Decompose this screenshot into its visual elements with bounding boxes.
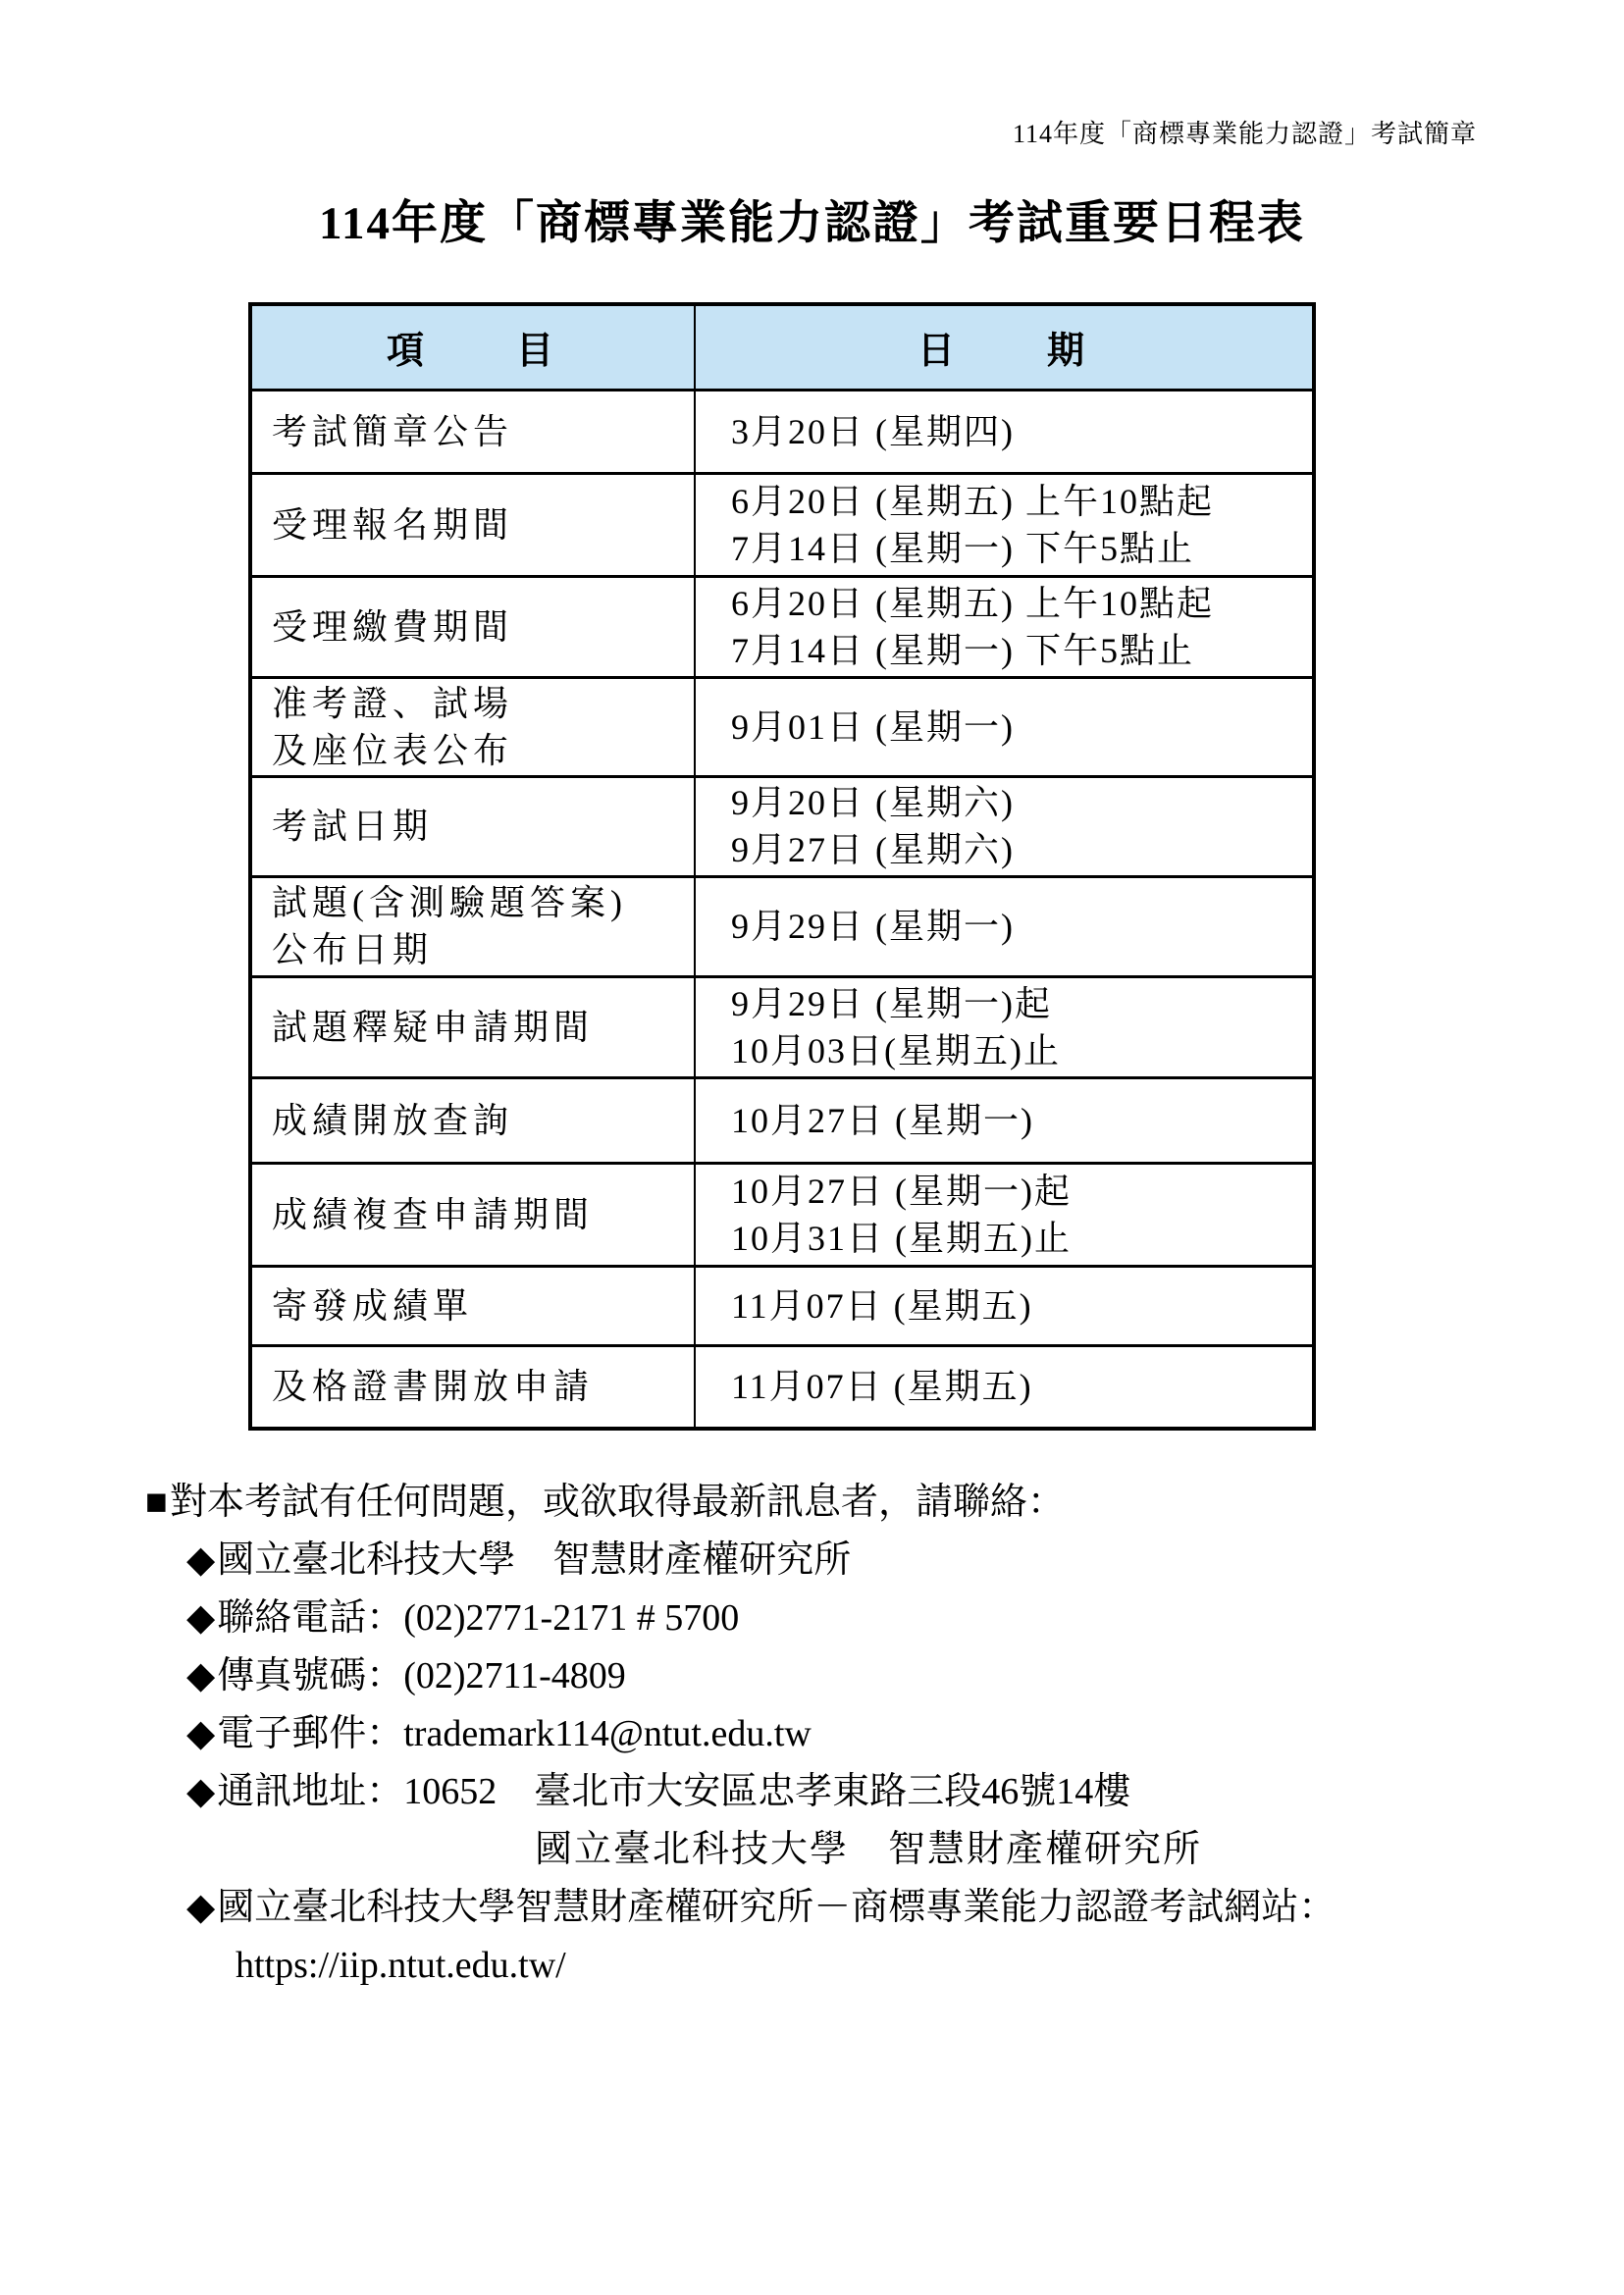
contact-website-url: [145, 1937, 1568, 1995]
running-header: 114年度「商標專業能力認證」考試簡章: [1012, 120, 1477, 148]
date-cell: [695, 1266, 1314, 1345]
contact-website-label: [145, 1879, 1568, 1937]
contact-email: [145, 1705, 1568, 1763]
date-line: 7月14日 (星期一) 下午5點止: [731, 528, 1194, 568]
date-line: 6月20日 (星期五) 上午10點起: [731, 583, 1214, 623]
table-row: [250, 1163, 1314, 1266]
contact-text: 國立臺北科技大學 智慧財產權研究所: [535, 1829, 1203, 1870]
square-bullet-icon: ■: [145, 1482, 168, 1523]
table-row: [250, 677, 1314, 776]
page-title: 114年度「商標專業能力認證」考試重要日程表: [319, 198, 1305, 249]
date-line: 11月07日 (星期五): [731, 1367, 1033, 1407]
date-line: 9月20日 (星期六): [731, 783, 1015, 822]
table-row: [250, 1266, 1314, 1345]
table-row: [250, 876, 1314, 976]
date-line: 9月29日 (星期一)起: [731, 983, 1052, 1023]
contact-text: 電子郵件：trademark114@ntut.edu.tw: [217, 1713, 812, 1754]
item-cell: [250, 473, 695, 576]
item-line: 公布日期: [272, 930, 434, 969]
date-cell: [695, 776, 1314, 876]
item-line: 考試簡章公告: [272, 411, 514, 451]
contact-text: 對本考試有任何問題，或欲取得最新訊息者，請聯絡：: [169, 1482, 1065, 1523]
item-cell: [250, 1266, 695, 1345]
date-line: 10月31日 (星期五)止: [731, 1218, 1072, 1258]
contact-text: 聯絡電話：(02)2771-2171 # 5700: [217, 1597, 740, 1639]
date-line: 10月03日(星期五)止: [731, 1030, 1061, 1070]
contact-address: [145, 1763, 1568, 1821]
diamond-bullet-icon: ◆: [186, 1597, 216, 1639]
item-cell: [250, 976, 695, 1077]
item-cell: [250, 1163, 695, 1266]
date-cell: [695, 1077, 1314, 1163]
item-line: 試題(含測驗題答案): [272, 883, 627, 922]
item-cell: [250, 1345, 695, 1429]
diamond-bullet-icon: ◆: [186, 1887, 216, 1928]
item-line: 及座位表公布: [272, 730, 514, 770]
contact-text: 通訊地址：10652 臺北市大安區忠孝東路三段46號14樓: [217, 1771, 1131, 1812]
item-cell: [250, 776, 695, 876]
date-line: 11月07日 (星期五): [731, 1285, 1033, 1326]
item-line: 成績複查申請期間: [272, 1194, 595, 1234]
item-line: 寄發成績單: [272, 1285, 474, 1326]
item-line: 及格證書開放申請: [272, 1367, 595, 1407]
date-line: 9月01日 (星期一): [731, 706, 1015, 747]
schedule-table: [248, 302, 1316, 1431]
diamond-bullet-icon: ◆: [186, 1713, 216, 1754]
col-header-item: 項 目: [250, 304, 695, 390]
item-line: 考試日期: [272, 807, 434, 846]
contact-organization: [145, 1532, 1568, 1590]
date-cell: [695, 473, 1314, 576]
diamond-bullet-icon: ◆: [186, 1539, 216, 1581]
table-row: [250, 1345, 1314, 1429]
item-cell: [250, 677, 695, 776]
contact-text: 國立臺北科技大學智慧財產權研究所－商標專業能力認證考試網站：: [217, 1887, 1336, 1928]
date-line: 9月27日 (星期六): [731, 830, 1015, 869]
table-row: [250, 1077, 1314, 1163]
date-line: 10月27日 (星期一): [731, 1100, 1034, 1140]
contact-fax: [145, 1647, 1568, 1705]
date-line: 3月20日 (星期四): [731, 411, 1015, 451]
date-line: 6月20日 (星期五) 上午10點起: [731, 481, 1214, 521]
contact-section: [145, 1474, 1568, 1995]
contact-text: 傳真號碼：(02)2711-4809: [217, 1655, 626, 1696]
contact-text: https://iip.ntut.edu.tw/: [236, 1945, 566, 1986]
contact-address-cont: [145, 1821, 1568, 1879]
item-cell: [250, 576, 695, 677]
item-line: 試題釋疑申請期間: [272, 1007, 595, 1047]
table-row: [250, 776, 1314, 876]
item-cell: [250, 876, 695, 976]
date-cell: [695, 390, 1314, 473]
contact-intro: [145, 1474, 1568, 1532]
item-line: 准考證、試場: [272, 683, 514, 723]
diamond-bullet-icon: ◆: [186, 1771, 216, 1812]
date-cell: [695, 576, 1314, 677]
contact-text: 國立臺北科技大學 智慧財產權研究所: [217, 1539, 852, 1581]
date-line: 7月14日 (星期一) 下午5點止: [731, 630, 1194, 670]
item-cell: [250, 390, 695, 473]
item-line: 受理繳費期間: [272, 606, 514, 647]
item-line: 受理報名期間: [272, 504, 514, 545]
date-line: 9月29日 (星期一): [731, 907, 1015, 946]
col-header-date: 日 期: [695, 304, 1314, 390]
table-header-row: [250, 304, 1314, 390]
date-cell: [695, 876, 1314, 976]
table-row: [250, 390, 1314, 473]
date-cell: [695, 1163, 1314, 1266]
table-row: [250, 473, 1314, 576]
table-row: [250, 976, 1314, 1077]
item-line: 成績開放查詢: [272, 1100, 514, 1140]
date-cell: [695, 1345, 1314, 1429]
diamond-bullet-icon: ◆: [186, 1655, 216, 1696]
date-cell: [695, 677, 1314, 776]
date-line: 10月27日 (星期一)起: [731, 1171, 1072, 1211]
contact-phone: [145, 1590, 1568, 1647]
date-cell: [695, 976, 1314, 1077]
table-row: [250, 576, 1314, 677]
item-cell: [250, 1077, 695, 1163]
